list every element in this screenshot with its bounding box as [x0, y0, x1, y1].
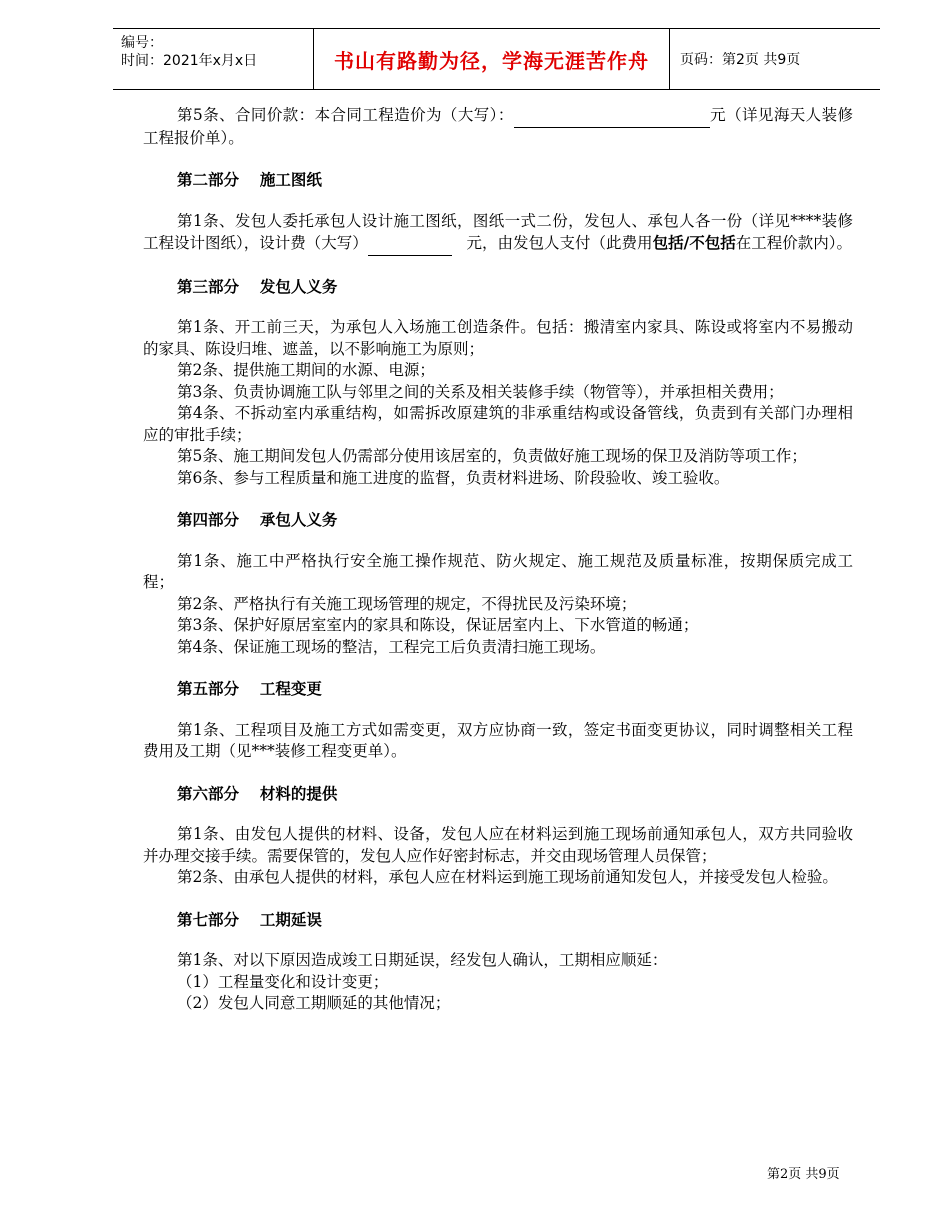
section-3-title: 第三部分 发包人义务: [177, 276, 338, 296]
section-6-title: 第六部分 材料的提供: [177, 783, 338, 803]
section-4-title: 第四部分 承包人义务: [177, 510, 338, 529]
section-2-article-1-post: 在工程价款内）。: [735, 234, 852, 252]
section-4-item: 第2条、严格执行有关施工现场管理的规定，不得扰民及污染环境；: [177, 594, 637, 613]
section-6-item: 第2条、由承包人提供的材料，承包人应在材料运到施工现场前通知发包人，并接受发包人检验。: [177, 868, 838, 886]
header-page-info: 页码：第2页 共9页: [680, 52, 801, 68]
document-number-label: 编号：: [121, 35, 163, 51]
section-2-title: 第二部分 施工图纸: [177, 170, 322, 189]
section-3-item: 第2条、提供施工期间的水源、电源；: [177, 361, 435, 379]
design-fee-blank-line: [368, 233, 452, 256]
header-motto: 书山有路勤为径，学海无涯苦作舟: [334, 48, 649, 73]
document-time-label: 时间：2021年x月x日: [121, 53, 258, 69]
article-5-text-pre: 第5条、合同价款：本合同工程造价为（大写）：: [177, 106, 514, 124]
section-7-item: 第1条、对以下原因造成竣工日期延误，经发包人确认，工期相应顺延：: [177, 951, 668, 969]
section-5-item: 第1条、工程项目及施工方式如需变更，双方应协商一致，签定书面变更协议，同时调整相关工程费用及工期（见***装修工程变更单）。: [143, 720, 853, 760]
section-3-item: 第4条、不拆动室内承重结构，如需拆改原建筑的非承重结构或设备管线，负责到有关部门办理相应的审批手续；: [143, 404, 853, 444]
section-6-item: 第1条、由发包人提供的材料、设备，发包人应在材料运到施工现场前通知承包人，双方共同验收并办理交接手续。需要保管的，发包人应作好密封标志，并交由现场管理人员保管；: [143, 825, 853, 865]
include-exclude-emphasis: 包括/不包括: [652, 233, 736, 252]
page-header: [113, 28, 880, 90]
section-4-item: 第4条、保证施工现场的整洁，工程完工后负责清扫施工现场。: [177, 637, 606, 656]
section-7-subitem: （1）工程量变化和设计变更；: [177, 972, 389, 991]
header-page-cell: [670, 29, 880, 89]
page-footer: 第2页 共9页: [767, 1167, 840, 1182]
header-meta-cell: [113, 29, 314, 89]
price-blank-line: [514, 105, 710, 128]
section-2-article-1-mid: 元，由发包人支付（此费用: [466, 234, 653, 252]
section-4-item: 第3条、保护好原居室室内的家具和陈设，保证居室内上、下水管道的畅通；: [177, 616, 699, 634]
section-7-title: 第七部分 工期延误: [177, 909, 322, 929]
section-2-article-1: [143, 211, 853, 256]
section-3-item: 第3条、负责协调施工队与邻里之间的关系及相关装修手续（物管等），并承担相关费用；: [177, 382, 784, 401]
document-body: [143, 105, 853, 1015]
section-3-item: 第5条、施工期间发包人仍需部分使用该居室的，负责做好施工现场的保卫及消防等项工作；: [177, 447, 807, 465]
section-2-article-1-pre: 第1条、发包人委托承包人设计施工图纸，图纸一式二份，发包人、承包人各一份（详见****装修工程设计图纸），设计费（大写）: [143, 211, 853, 252]
header-motto-cell: [314, 29, 670, 89]
section-3-item: 第1条、开工前三天，为承包人入场施工创造条件。包括：搬清室内家具、陈设或将室内不易搬动的家具、陈设归堆、遮盖，以不影响施工为原则；: [143, 318, 853, 358]
section-5-title: 第五部分 工程变更: [177, 679, 322, 698]
section-4-item: 第1条、施工中严格执行安全施工操作规范、防火规定、施工规范及质量标准，按期保质完成工程；: [143, 551, 853, 591]
section-7-subitem: （2）发包人同意工期顺延的其他情况；: [177, 994, 451, 1012]
article-5-text-post: 元（详见海天人装修工程报价单）。: [143, 106, 853, 147]
article-5-price: [143, 105, 853, 149]
section-3-item: 第6条、参与工程质量和施工进度的监督，负责材料进场、阶段验收、竣工验收。: [177, 468, 730, 487]
